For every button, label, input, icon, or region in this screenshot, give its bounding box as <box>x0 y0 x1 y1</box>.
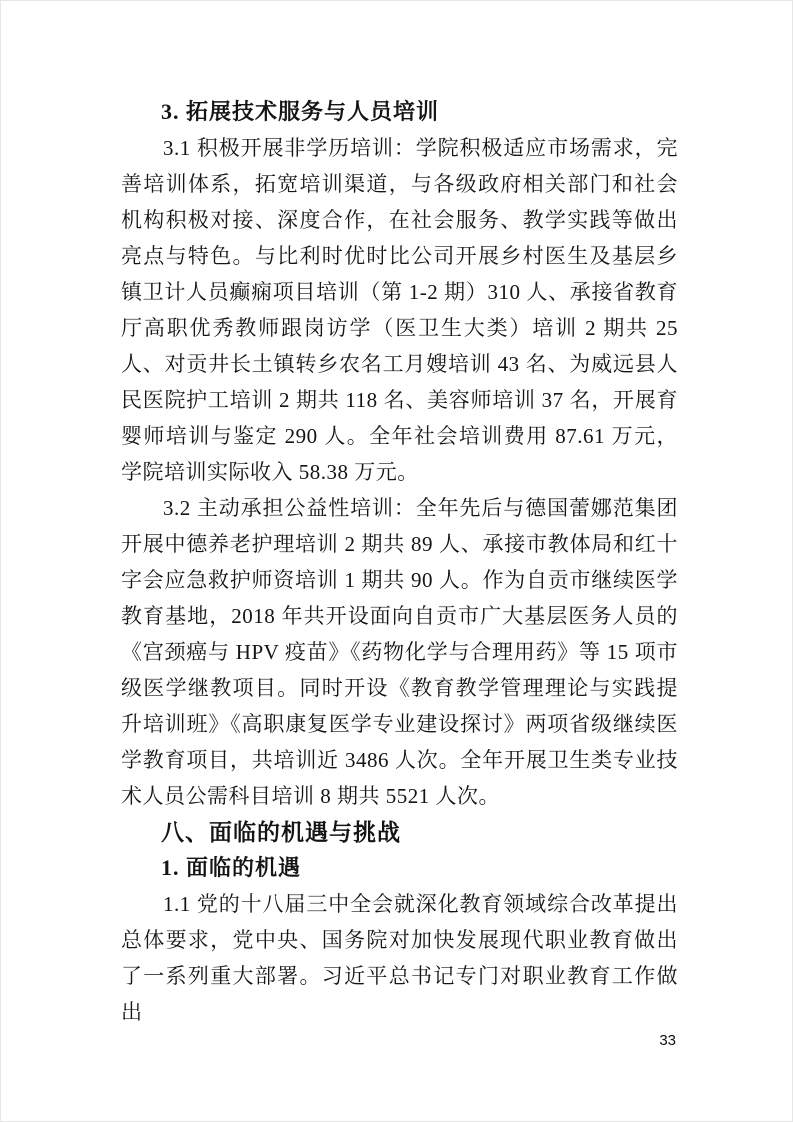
section-heading-training-services: 3. 拓展技术服务与人员培训 <box>161 99 440 124</box>
document-body <box>121 94 678 1030</box>
paragraph-public-welfare-training: 3.2 主动承担公益性培训：全年先后与德国蕾娜范集团开展中德养老护理培训 2 期共 89 人、承接市教体局和红十字会应急救护师资培训 1 期共 90 人。作为自贡市继续医学教育基地，2018 年共开设面向自贡市广大基层医务人员的《宫颈癌与 HPV 疫苗》《药物化学与合理用药》等 15 项市级医学继教项目。同时开设《教育教学管理理论与实践提升培训班》《高职康复医学专业建设探讨》两项省级继续医学教育项目，共培训近 3486 人次。全年开展卫生类专业技术人员公需科目培训 8 期共 5521 人次。 <box>121 496 678 808</box>
section-heading-opportunities: 1. 面临的机遇 <box>161 855 302 880</box>
paragraph-reform-policies: 1.1 党的十八届三中全会就深化教育领域综合改革提出总体要求，党中央、国务院对加快发展现代职业教育做出了一系列重大部署。习近平总书记专门对职业教育工作做出 <box>121 892 678 1024</box>
page-number: 33 <box>659 1032 676 1049</box>
paragraph-non-degree-training: 3.1 积极开展非学历培训：学院积极适应市场需求，完善培训体系，拓宽培训渠道，与各级政府相关部门和社会机构积极对接、深度合作，在社会服务、教学实践等做出亮点与特色。与比利时优时比公司开展乡村医生及基层乡镇卫计人员癫痫项目培训（第 1-2 期）310 人、承接省教育厅高职优秀教师跟岗访学（医卫生大类）培训 2 期共 25 人、对贡井长土镇转乡农名工月嫂培训 43 名、为威远县人民医院护工培训 2 期共 118 名、美容师培训 37 名，开展育婴师培训与鉴定 290 人。全年社会培训费用 87.61 万元，学院培训实际收入 58.38 万元。 <box>121 136 678 484</box>
chapter-heading-opportunities-challenges: 八、面临的机遇与挑战 <box>161 819 401 845</box>
